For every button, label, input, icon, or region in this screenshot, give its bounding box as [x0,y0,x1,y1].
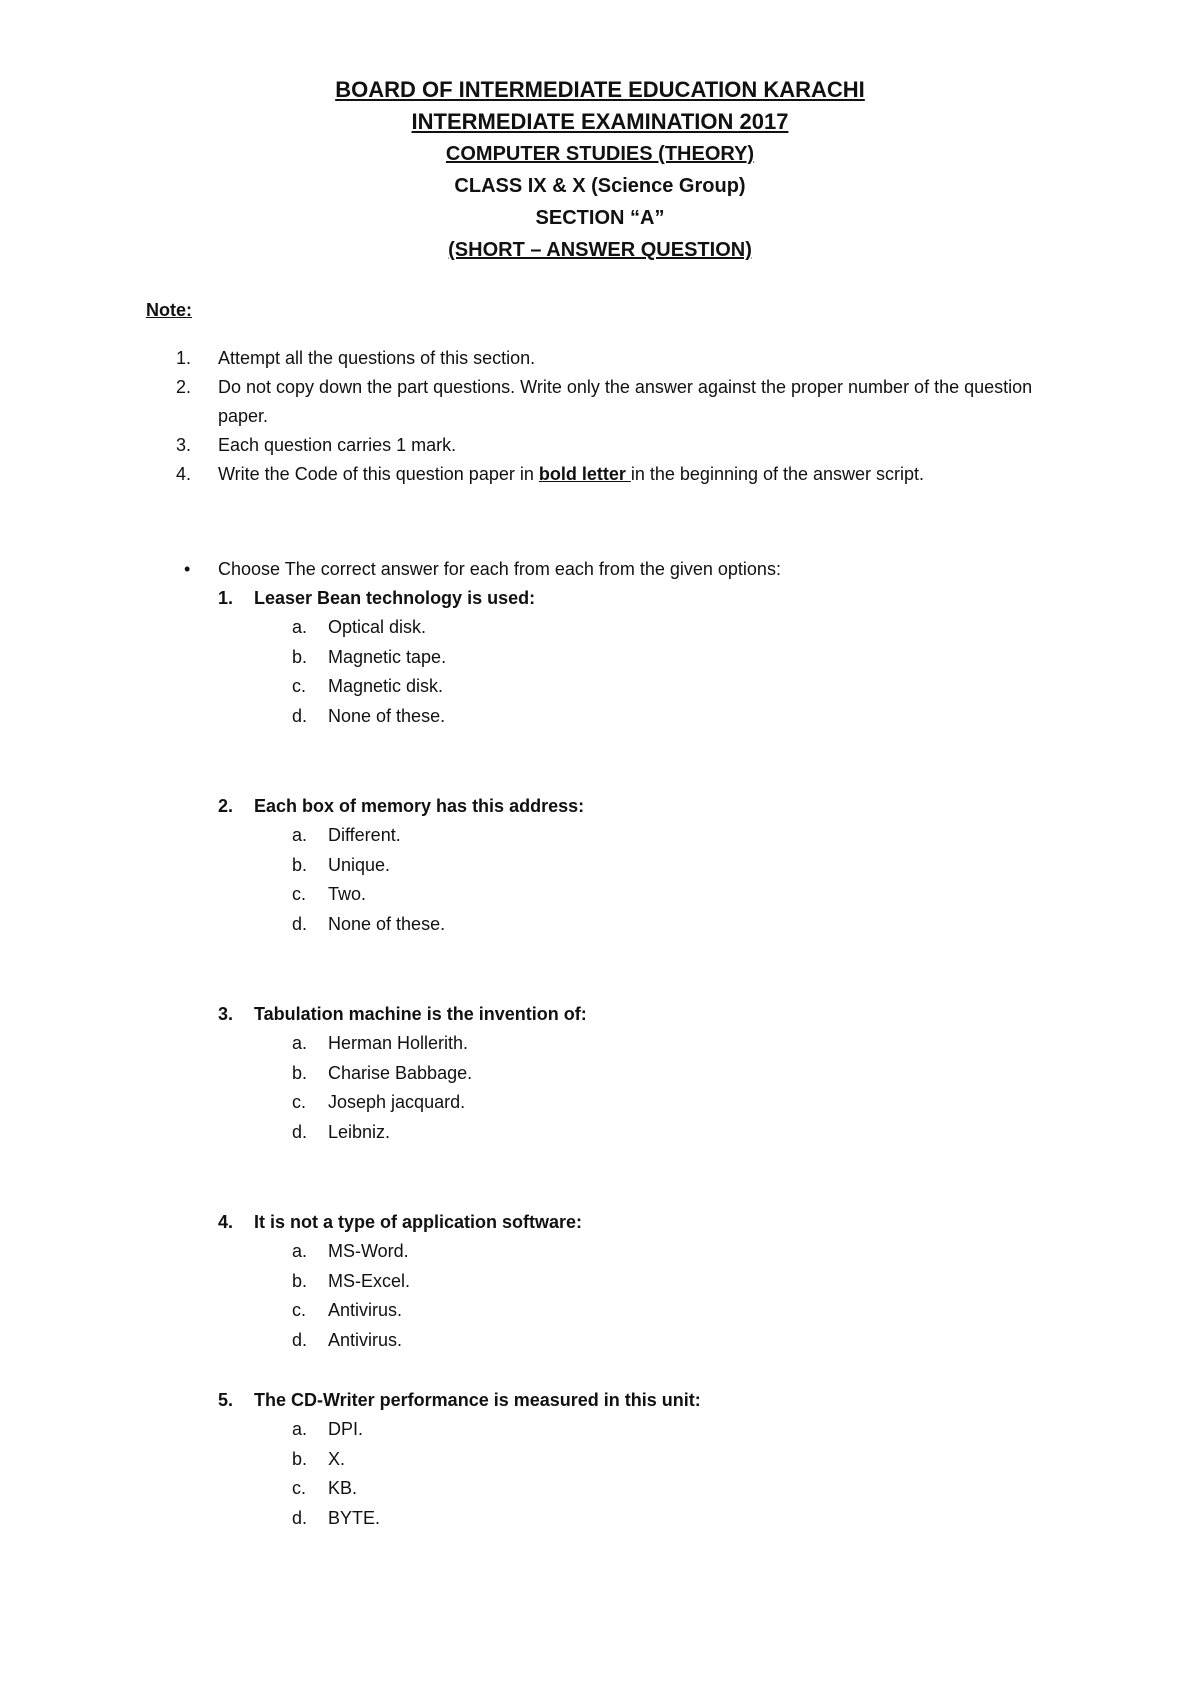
question-text: Leaser Bean technology is used: [254,588,536,608]
option-d [218,910,1118,940]
note-number: 2. [176,377,192,397]
option-text: Magnetic tape. [328,646,447,667]
option-text: None of these. [328,913,446,934]
note-label: Note: [146,300,192,320]
exam-title: INTERMEDIATE EXAMINATION 2017 [411,109,789,134]
question-3 [218,1000,1118,1147]
question-heading [218,1386,1118,1415]
option-letter: a. [292,825,308,845]
question-number: 3. [218,1004,234,1024]
option-text: Magnetic disk. [328,676,444,696]
option-d [218,1118,1118,1148]
board-title: BOARD OF INTERMEDIATE EDUCATION KARACHI [335,77,865,102]
option-letter: d. [292,1121,308,1142]
option-letter: b. [292,646,308,667]
option-text: Antivirus. [328,1329,403,1350]
option-letter: a. [292,617,308,637]
option-letter: a. [292,1033,308,1053]
section-subtitle: (SHORT – ANSWER QUESTION) [448,239,752,261]
question-number: 4. [218,1212,234,1232]
question-text: The CD-Writer performance is measured in this unit: [254,1390,701,1410]
document-header [0,74,1200,266]
section-title: SECTION “A” [535,207,665,229]
note-number: 1. [176,348,192,368]
question-text: Each box of memory has this address: [254,796,585,816]
option-d [218,702,1118,732]
option-c [218,880,1118,910]
option-text: MS-Excel. [328,1270,411,1291]
note-item [176,460,1076,489]
option-text: Optical disk. [328,617,427,637]
note-text-pre: Write the Code of this question paper in [218,464,539,484]
option-letter: c. [292,884,307,904]
question-text: It is not a type of application software: [254,1212,583,1232]
option-a [218,1029,1118,1059]
question-number: 2. [218,796,234,816]
question-text: Tabulation machine is the invention of: [254,1004,587,1024]
option-letter: c. [292,1478,307,1498]
question-4 [218,1208,1118,1355]
option-b [218,851,1118,881]
question-number: 5. [218,1390,234,1410]
option-letter: b. [292,1448,308,1469]
option-letter: d. [292,1329,308,1350]
option-b [218,1445,1118,1475]
note-text-post: in the beginning of the answer script. [630,464,925,484]
option-b [218,1059,1118,1089]
note-item [176,373,1076,431]
option-d [218,1504,1118,1534]
option-text: Leibniz. [328,1121,391,1142]
note-item [176,431,1076,460]
note-number: 4. [176,464,192,484]
option-a [218,1415,1118,1445]
option-text: BYTE. [328,1507,381,1528]
question-heading [218,584,1118,613]
option-b [218,643,1118,673]
option-letter: a. [292,1241,308,1261]
option-text: DPI. [328,1419,364,1439]
option-b [218,1267,1118,1297]
note-text: Do not copy down the part questions. Write only the answer against the proper number of the question paper. [218,377,1033,426]
note-item [176,344,1076,373]
bullet-icon: • [184,559,191,579]
option-letter: a. [292,1419,308,1439]
question-heading [218,1208,1118,1237]
note-list [176,344,1076,489]
option-letter: c. [292,1300,307,1320]
option-text: Herman Hollerith. [328,1033,469,1053]
subject-title: COMPUTER STUDIES (THEORY) [445,143,755,165]
note-text: Attempt all the questions of this section. [218,348,536,368]
option-text: MS-Word. [328,1241,409,1261]
option-c [218,1296,1118,1326]
option-letter: c. [292,1092,307,1112]
option-a [218,1237,1118,1267]
option-text: Antivirus. [328,1300,403,1320]
question-2 [218,792,1118,939]
option-letter: b. [292,854,308,875]
option-d [218,1326,1118,1356]
option-letter: b. [292,1062,308,1083]
option-text: X. [328,1448,346,1469]
option-letter: d. [292,705,308,726]
note-text: Each question carries 1 mark. [218,435,457,455]
option-text: Charise Babbage. [328,1062,473,1083]
option-text: KB. [328,1478,358,1498]
option-c [218,672,1118,702]
option-c [218,1474,1118,1504]
option-a [218,613,1118,643]
option-text: Different. [328,825,401,845]
question-5 [218,1386,1118,1533]
class-title: CLASS IX & X (Science Group) [454,175,746,197]
instruction-text: Choose The correct answer for each from each from the given options: [218,559,781,579]
option-a [218,821,1118,851]
instruction-line [176,555,781,584]
option-text: Unique. [328,854,391,875]
question-1 [218,584,1118,731]
option-letter: d. [292,1507,308,1528]
question-heading [218,1000,1118,1029]
option-text: None of these. [328,705,446,726]
option-letter: d. [292,913,308,934]
option-text: Joseph jacquard. [328,1092,466,1112]
question-number: 1. [218,588,234,608]
option-c [218,1088,1118,1118]
option-letter: b. [292,1270,308,1291]
note-bold-text: bold letter [538,464,631,484]
question-heading [218,792,1118,821]
option-text: Two. [328,884,367,904]
option-letter: c. [292,676,307,696]
note-number: 3. [176,435,192,455]
